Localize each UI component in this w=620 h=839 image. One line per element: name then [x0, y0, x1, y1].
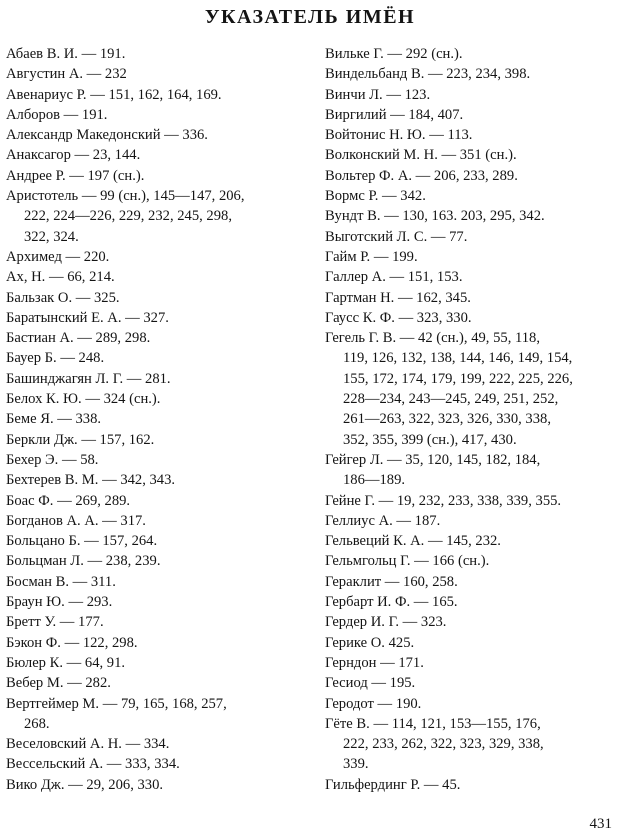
index-entry-continuation: 222, 233, 262, 322, 323, 329, 338, [343, 736, 544, 753]
index-entry [6, 653, 306, 673]
index-entry [6, 145, 306, 165]
index-entry-line: Боас Ф. — 269, 289. [6, 492, 131, 509]
index-entry [325, 64, 617, 84]
index-entry-continuation: 119, 126, 132, 138, 144, 146, 149, 154, [343, 350, 573, 367]
index-entry [6, 531, 306, 551]
index-entry [325, 145, 617, 165]
index-entry-line: Гегель Г. В. — 42 (сн.), 49, 55, 118, [325, 330, 540, 347]
index-entry-line: Галлер А. — 151, 153. [325, 269, 463, 286]
index-entry-line: Гайм Р. — 199. [325, 248, 418, 265]
index-entry-continuation: 186—189. [343, 472, 406, 489]
index-entry-continuation: 155, 172, 174, 179, 199, 222, 225, 226, [343, 370, 573, 387]
page-number: 431 [589, 816, 612, 832]
index-entry [325, 673, 617, 693]
index-column-left [6, 44, 306, 795]
index-entry [325, 450, 617, 491]
index-entry [325, 288, 617, 308]
index-entry [325, 531, 617, 551]
index-entry [6, 572, 306, 592]
index-entry [6, 186, 306, 247]
index-entry [325, 572, 617, 592]
index-entry [6, 551, 306, 571]
index-entry-continuation: 222, 224—226, 229, 232, 245, 298, [24, 208, 232, 225]
index-entry [6, 592, 306, 612]
index-entry [6, 450, 306, 470]
index-entry [325, 125, 617, 145]
index-entry-line: Абаев В. И. — 191. [6, 46, 126, 62]
index-entry-line: Гартман Н. — 162, 345. [325, 289, 471, 306]
index-entry-line: Вебер М. — 282. [6, 675, 111, 692]
index-entry-continuation: 268. [24, 715, 50, 732]
index-entry [6, 328, 306, 348]
index-entry [325, 775, 617, 795]
index-entry [6, 633, 306, 653]
index-entry-line: Бехер Э. — 58. [6, 451, 99, 468]
index-entry-line: Бехтерев В. М. — 342, 343. [6, 472, 176, 489]
index-entry-continuation: 261—263, 322, 323, 326, 330, 338, [343, 411, 551, 428]
index-entry-line: Андрее Р. — 197 (сн.). [6, 167, 145, 184]
index-entry-line: Выготский Л. С. — 77. [325, 228, 468, 245]
index-entry-line: Белох К. Ю. — 324 (сн.). [6, 391, 161, 408]
index-entry-line: Бастиан А. — 289, 298. [6, 330, 151, 347]
index-entry-line: Веселовский А. Н. — 334. [6, 736, 170, 753]
index-entry-line: Гёте В. — 114, 121, 153—155, 176, [325, 715, 541, 732]
index-entry-line: Гельмгольц Г. — 166 (сн.). [325, 553, 490, 570]
index-entry-line: Гельвеций К. А. — 145, 232. [325, 533, 501, 550]
index-entry [325, 511, 617, 531]
index-entry-line: Герндон — 171. [325, 654, 424, 671]
index-entry-continuation: 352, 355, 399 (сн.), 417, 430. [343, 431, 517, 448]
index-entry [325, 247, 617, 267]
index-entry-continuation: 339. [343, 756, 369, 773]
index-entry [6, 734, 306, 754]
index-entry [6, 85, 306, 105]
index-entry-line: Гесиод — 195. [325, 675, 416, 692]
index-entry-line: Гейгер Л. — 35, 120, 145, 182, 184, [325, 451, 541, 468]
index-entry [325, 653, 617, 673]
index-entry-line: Вормс Р. — 342. [325, 188, 426, 205]
index-entry-line: Башинджагян Л. Г. — 281. [6, 370, 171, 387]
index-entry-line: Гердер И. Г. — 323. [325, 614, 447, 631]
index-entry [6, 673, 306, 693]
index-entry [325, 267, 617, 287]
index-entry-line: Гейне Г. — 19, 232, 233, 338, 339, 355. [325, 492, 562, 509]
index-entry-line: Беме Я. — 338. [6, 411, 102, 428]
index-entry-line: Вольтер Ф. А. — 206, 233, 289. [325, 167, 518, 184]
index-entry [6, 64, 306, 84]
index-entry [6, 754, 306, 774]
index-entry [6, 308, 306, 328]
index-entry-line: Александр Македонский — 336. [6, 127, 208, 144]
index-entry-line: Богданов А. А. — 317. [6, 512, 146, 529]
index-entry-line: Вильке Г. — 292 (сн.). [325, 46, 463, 62]
index-entry [325, 551, 617, 571]
index-entry-line: Аристотель — 99 (сн.), 145—147, 206, [6, 188, 245, 205]
index-entry-line: Гераклит — 160, 258. [325, 573, 458, 590]
index-entry [6, 166, 306, 186]
index-entry-line: Бауер Б. — 248. [6, 350, 105, 367]
index-entry-line: Винчи Л. — 123. [325, 86, 431, 103]
index-entry-line: Браун Ю. — 293. [6, 594, 113, 611]
index-entry [6, 430, 306, 450]
index-entry-line: Вико Дж. — 29, 206, 330. [6, 776, 164, 793]
index-entry-line: Гаусс К. Ф. — 323, 330. [325, 309, 472, 326]
index-entry [6, 44, 306, 64]
index-entry [325, 166, 617, 186]
index-entry-continuation: 228—234, 243—245, 249, 251, 252, [343, 391, 559, 408]
index-entry-continuation: 322, 324. [24, 228, 79, 245]
index-entry-line: Баратынский Е. А. — 327. [6, 309, 169, 326]
index-entry [6, 491, 306, 511]
index-column-right [325, 44, 617, 795]
index-entry [6, 694, 306, 735]
index-entry [6, 511, 306, 531]
index-entry-line: Алборов — 191. [6, 106, 108, 123]
index-entry-line: Босман В. — 311. [6, 573, 116, 590]
index-entry-line: Ах, Н. — 66, 214. [6, 269, 115, 286]
index-entry [6, 348, 306, 368]
index-entry [6, 247, 306, 267]
index-entry-line: Виндельбанд В. — 223, 234, 398. [325, 66, 531, 83]
index-entry [6, 470, 306, 490]
index-entry [6, 125, 306, 145]
index-entry-line: Вессельский А. — 333, 334. [6, 756, 180, 773]
index-entry [6, 267, 306, 287]
index-entry-line: Герике О. 425. [325, 634, 415, 651]
index-entry-line: Гербарт И. Ф. — 165. [325, 594, 458, 611]
index-entry [325, 44, 617, 64]
index-entry-line: Бэкон Ф. — 122, 298. [6, 634, 138, 651]
index-entry-line: Геллиус А. — 187. [325, 512, 441, 529]
index-entry-line: Августин А. — 232 [6, 66, 127, 83]
index-entry-line: Геродот — 190. [325, 695, 422, 712]
index-entry-line: Вундт В. — 130, 163. 203, 295, 342. [325, 208, 545, 225]
index-entry [6, 409, 306, 429]
index-entry [325, 633, 617, 653]
index-entry [325, 592, 617, 612]
index-entry [6, 369, 306, 389]
index-entry-line: Гильфердинг Р. — 45. [325, 776, 461, 793]
page-title: УКАЗАТЕЛЬ ИМЁН [204, 6, 416, 28]
index-entry [325, 105, 617, 125]
index-entry [325, 206, 617, 226]
index-entry-line: Бюлер К. — 64, 91. [6, 654, 126, 671]
index-entry [6, 105, 306, 125]
index-entry [6, 775, 306, 795]
index-entry-line: Бретт У. — 177. [6, 614, 104, 631]
index-entry [325, 186, 617, 206]
index-entry-line: Больцман Л. — 238, 239. [6, 553, 161, 570]
index-entry-line: Архимед — 220. [6, 248, 110, 265]
index-entry [325, 308, 617, 328]
index-entry [325, 491, 617, 511]
index-entry [325, 227, 617, 247]
index-entry-line: Вертгеймер М. — 79, 165, 168, 257, [6, 695, 227, 712]
index-entry-line: Войтонис Н. Ю. — 113. [325, 127, 473, 144]
index-entry-line: Виргилий — 184, 407. [325, 106, 464, 123]
index-entry [325, 714, 617, 775]
index-entry-line: Беркли Дж. — 157, 162. [6, 431, 155, 448]
index-entry [6, 612, 306, 632]
index-entry-line: Анаксагор — 23, 144. [6, 147, 141, 164]
index-entry [325, 328, 617, 450]
index-entry-line: Авенариус Р. — 151, 162, 164, 169. [6, 86, 222, 103]
index-entry [325, 612, 617, 632]
index-entry [6, 288, 306, 308]
index-entry [6, 389, 306, 409]
index-entry [325, 694, 617, 714]
index-entry-line: Бальзак О. — 325. [6, 289, 120, 306]
index-entry [325, 85, 617, 105]
index-entry-line: Больцано Б. — 157, 264. [6, 533, 158, 550]
index-entry-line: Волконский М. Н. — 351 (сн.). [325, 147, 517, 164]
